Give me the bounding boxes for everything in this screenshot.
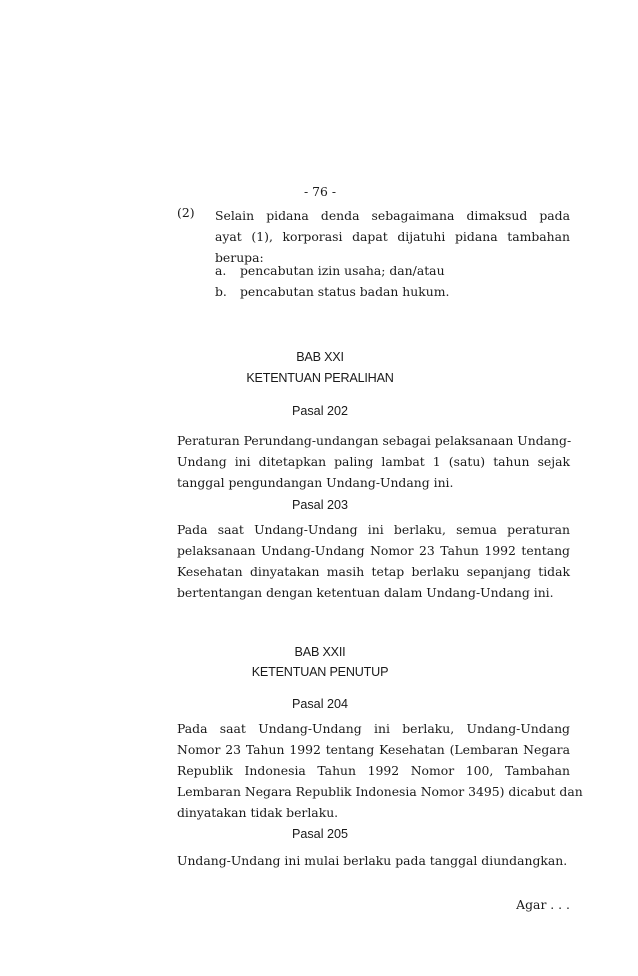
continuation-marker: Agar . . . [516, 897, 570, 912]
page-number: - 76 - [303, 184, 337, 199]
article-text-line: Pada saat Undang-Undang ini berlaku, Undang-Undang [177, 721, 570, 736]
sub-item-letter: a. [215, 263, 227, 278]
article-text [177, 850, 570, 871]
article-heading: Pasal 205 [291, 827, 348, 841]
article-text-line: Lembaran Negara Republik Indonesia Nomor 3495) dicabut dan [177, 784, 583, 799]
article-heading: Pasal 203 [291, 498, 348, 512]
article-text-line: dinyatakan tidak berlaku. [177, 805, 339, 820]
sub-item-text: pencabutan status badan hukum. [240, 284, 450, 299]
chapter-heading: BAB XXI [296, 350, 344, 364]
article-text-line: pelaksanaan Undang-Undang Nomor 23 Tahun 1992 tentang [177, 543, 570, 558]
article-text [177, 718, 583, 823]
sub-item-text: pencabutan izin usaha; dan/atau [240, 263, 445, 278]
article-text-line: bertentangan dengan ketentuan dalam Undang-Undang ini. [177, 585, 554, 600]
article-text-line: Pada saat Undang-Undang ini berlaku, semua peraturan [177, 522, 570, 537]
article-text-line: Undang ini ditetapkan paling lambat 1 (satu) tahun sejak [177, 454, 570, 469]
sub-item-letter: b. [215, 284, 227, 299]
article-text [177, 430, 570, 493]
article-text-line: tanggal pengundangan Undang-Undang ini. [177, 475, 454, 490]
item-text-line: ayat (1), korporasi dapat dijatuhi pidana tambahan [215, 229, 570, 244]
item-text-line: berupa: [215, 250, 264, 265]
article-text [177, 519, 570, 603]
chapter-title: KETENTUAN PENUTUP [251, 665, 389, 679]
item-text-line: Selain pidana denda sebagaimana dimaksud pada [215, 208, 570, 223]
article-text-line: Republik Indonesia Tahun 1992 Nomor 100, Tambahan [177, 763, 570, 778]
chapter-heading: BAB XXII [294, 645, 346, 659]
article-text-line: Peraturan Perundang-undangan sebagai pelaksanaan Undang- [177, 433, 572, 448]
article-text-line: Nomor 23 Tahun 1992 tentang Kesehatan (Lembaran Negara [177, 742, 570, 757]
article-text-line: Undang-Undang ini mulai berlaku pada tanggal diundangkan. [177, 853, 568, 868]
article-heading: Pasal 202 [291, 404, 348, 418]
chapter-title: KETENTUAN PERALIHAN [246, 371, 394, 385]
item-number: (2) [177, 205, 195, 220]
article-heading: Pasal 204 [291, 697, 348, 711]
article-text-line: Kesehatan dinyatakan masih tetap berlaku sepanjang tidak [177, 564, 570, 579]
item-text [215, 205, 570, 268]
